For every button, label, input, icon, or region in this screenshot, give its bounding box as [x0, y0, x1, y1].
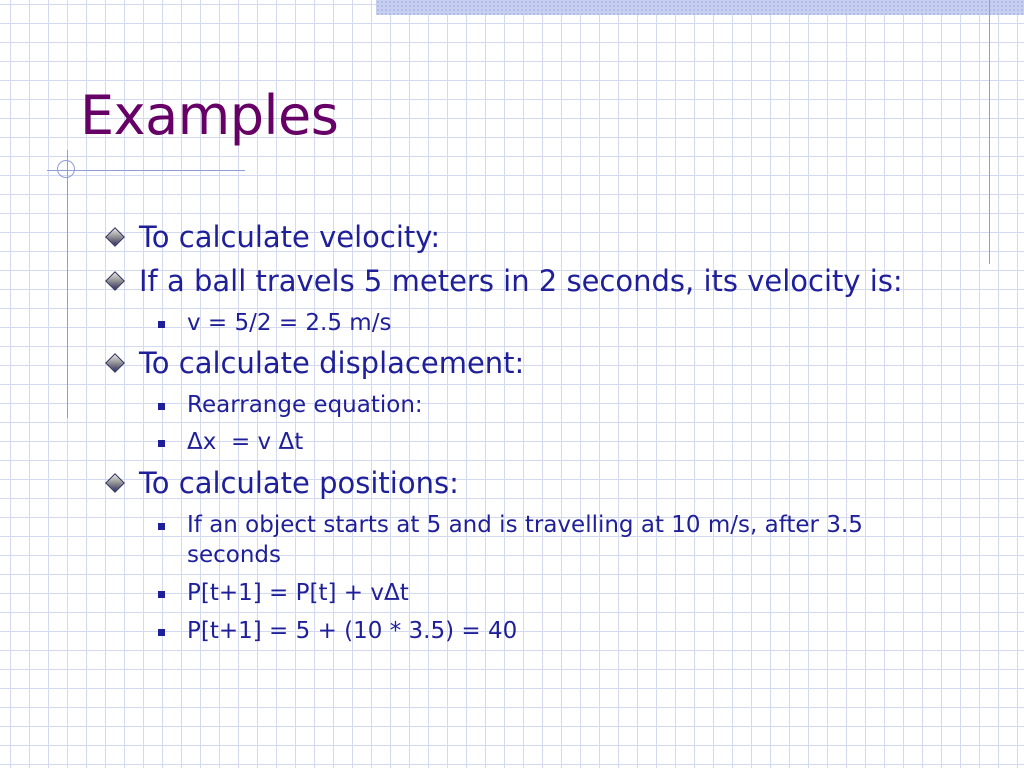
- sub-bullet-text: P[t+1] = 5 + (10 * 3.5) = 40: [187, 618, 518, 644]
- bullet-text: To calculate displacement:: [139, 346, 525, 380]
- bullet-item: [104, 264, 903, 298]
- sub-bullet-item: [158, 510, 957, 570]
- bullet-text: To calculate positions:: [139, 466, 459, 500]
- bullet-text: If a ball travels 5 meters in 2 seconds, its velocity is:: [139, 264, 903, 298]
- sub-bullet-item: [158, 616, 957, 646]
- square-bullet-icon: [158, 591, 165, 598]
- diamond-bullet-icon: [105, 353, 125, 373]
- sub-bullet-text: P[t+1] = P[t] + vΔt: [187, 580, 409, 606]
- sub-bullet-item: [158, 578, 957, 608]
- sub-bullet-text: If an object starts at 5 and is travelling at 10 m/s, after 3.5 seconds: [187, 512, 863, 568]
- bullet-item: [104, 346, 524, 380]
- square-bullet-icon: [158, 321, 165, 328]
- diamond-bullet-icon: [105, 227, 125, 247]
- sub-bullet-item: [158, 390, 957, 420]
- sub-bullet-item: [158, 308, 957, 338]
- diamond-bullet-icon: [105, 271, 125, 291]
- diamond-bullet-icon: [105, 473, 125, 493]
- sub-bullet-text: Rearrange equation:: [187, 392, 423, 418]
- slide-title: Examples: [80, 84, 339, 147]
- bullet-item: [104, 466, 459, 500]
- square-bullet-icon: [158, 403, 165, 410]
- sub-bullet-text: Δx = v Δt: [187, 429, 304, 455]
- bullet-text: To calculate velocity:: [139, 220, 441, 254]
- sub-bullet-text: v = 5/2 = 2.5 m/s: [187, 310, 392, 336]
- bullet-item: [104, 220, 440, 254]
- square-bullet-icon: [158, 523, 165, 530]
- square-bullet-icon: [158, 440, 165, 447]
- square-bullet-icon: [158, 629, 165, 636]
- sub-bullet-item: [158, 427, 957, 457]
